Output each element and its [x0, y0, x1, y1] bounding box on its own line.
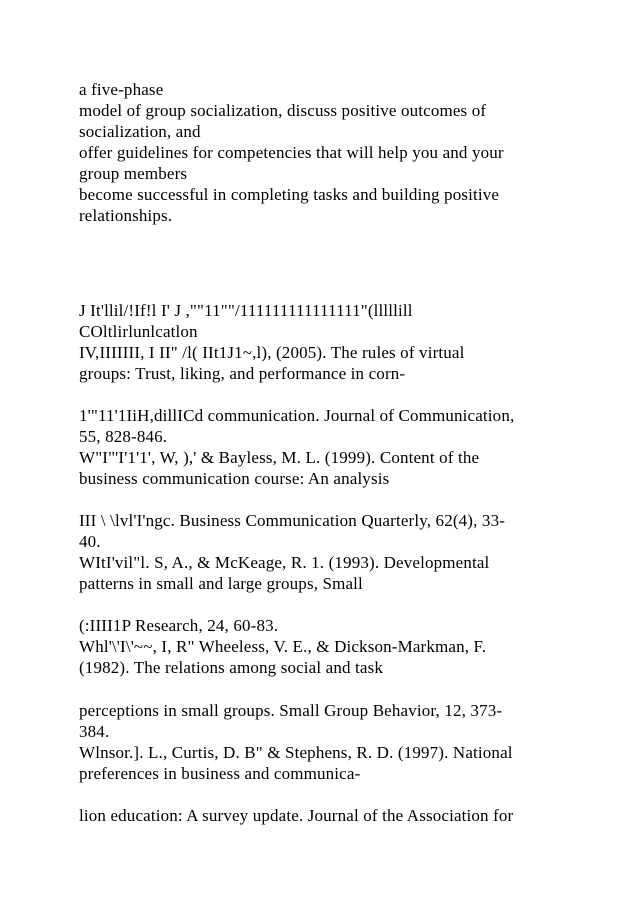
text-line: W"I"'I'1'1', W, ),' & Bayless, M. L. (1999). Content of the — [79, 448, 480, 467]
text-line: Whl'\'I\'~~, I, R" Wheeless, V. E., & Dickson-Markman, F. — [79, 637, 487, 656]
text-line: Wlnsor.]. L., Curtis, D. B" & Stephens, R. D. (1997). National — [79, 743, 513, 762]
reference-block — [79, 805, 619, 826]
text-line: become successful in completing tasks and building positive — [79, 185, 500, 204]
text-line: preferences in business and communica- — [79, 764, 361, 783]
text-line: 1'"11'1IiH,dillICd communication. Journal of Communication, — [79, 406, 515, 425]
intro-paragraph — [79, 79, 619, 226]
text-line: 55, 828-846. — [79, 427, 168, 446]
text-line: lion education: A survey update. Journal of the Association for — [79, 806, 514, 825]
text-line: groups: Trust, liking, and performance in corn- — [79, 364, 406, 383]
text-line: (:IIII1P Research, 24, 60-83. — [79, 616, 279, 635]
text-line: 40. — [79, 532, 101, 551]
reference-block — [79, 615, 619, 678]
text-line: relationships. — [79, 206, 173, 225]
text-line: model of group socialization, discuss positive outcomes of — [79, 101, 487, 120]
text-line: COltlirlunlcatlon — [79, 322, 198, 341]
reference-block — [79, 405, 619, 489]
text-line: perceptions in small groups. Small Group Behavior, 12, 373- — [79, 701, 503, 720]
reference-block — [79, 700, 619, 784]
text-line: (1982). The relations among social and task — [79, 658, 384, 677]
text-line: IV,IIIIIII, I II" /l( IIt1J1~,l), (2005). The rules of virtual — [79, 343, 465, 362]
text-line: business communication course: An analysis — [79, 469, 390, 488]
text-line: patterns in small and large groups, Small — [79, 574, 363, 593]
text-line: 384. — [79, 722, 110, 741]
reference-block — [79, 510, 619, 594]
text-line: socialization, and — [79, 122, 201, 141]
text-line: J It'llil/!If!l I' J ,""11""/111111111111111"(lllllill — [79, 301, 413, 320]
text-line: group members — [79, 164, 188, 183]
text-line: III \ \lvl'I'ngc. Business Communication Quarterly, 62(4), 33- — [79, 511, 506, 530]
text-line: a five-phase — [79, 80, 164, 99]
reference-block — [79, 300, 619, 384]
text-line: offer guidelines for competencies that will help you and your — [79, 143, 504, 162]
text-line: WItI'vil"l. S, A., & McKeage, R. 1. (1993). Developmental — [79, 553, 490, 572]
